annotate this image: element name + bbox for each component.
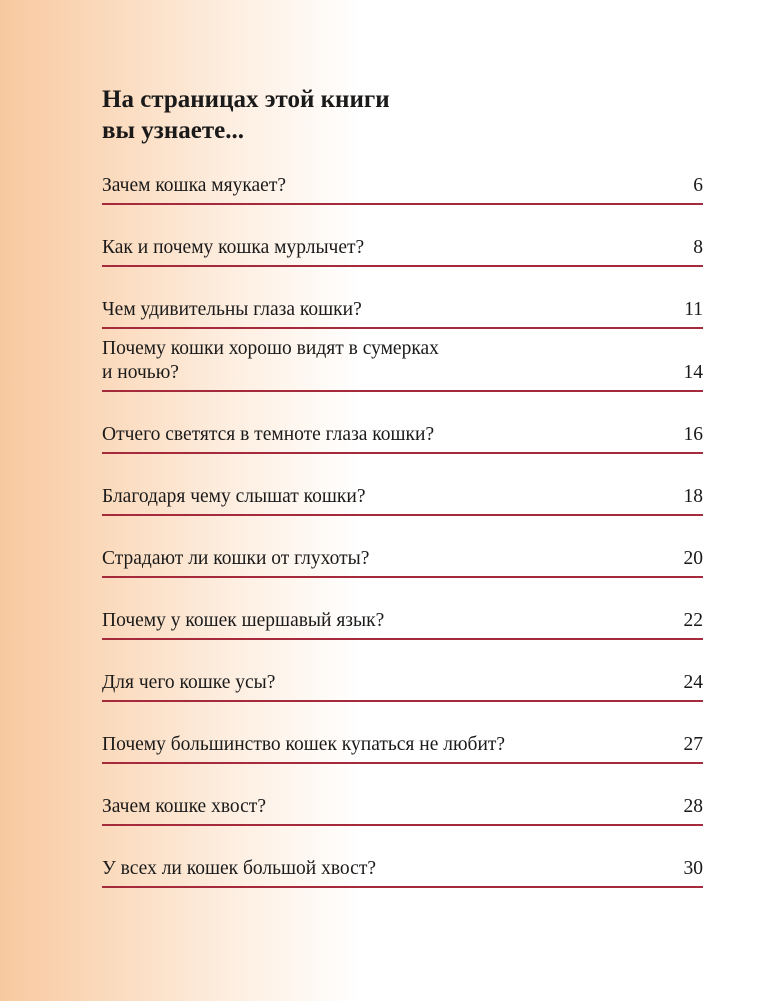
toc-entry[interactable]: [102, 795, 703, 826]
toc-entry[interactable]: [102, 733, 703, 764]
toc-entry[interactable]: [102, 298, 703, 329]
entry-page: 18: [683, 486, 703, 507]
toc-entry[interactable]: [102, 485, 703, 516]
entry-text: Чем удивительны глаза кошки?: [102, 299, 362, 320]
entry-text: Для чего кошке усы?: [102, 672, 276, 693]
entry-page: 11: [684, 299, 703, 320]
toc-entry[interactable]: [102, 236, 703, 267]
entry-page: 20: [683, 548, 703, 569]
entry-page: 22: [683, 610, 703, 631]
title-line-2: вы узнаете...: [102, 117, 244, 144]
toc-entry[interactable]: [102, 671, 703, 702]
toc-entry[interactable]: [102, 174, 703, 205]
toc-entry[interactable]: [102, 857, 703, 888]
page-title: [102, 84, 390, 146]
entry-text: Почему у кошек шершавый язык?: [102, 610, 385, 631]
entry-text: Благодаря чему слышат кошки?: [102, 486, 366, 507]
entry-text: Зачем кошка мяукает?: [102, 175, 287, 196]
entry-page: 24: [683, 672, 703, 693]
entry-text: Отчего светятся в темноте глаза кошки?: [102, 424, 435, 445]
entry-text: Зачем кошке хвост?: [102, 796, 266, 817]
entry-page: 14: [683, 362, 703, 383]
entry-text: Страдают ли кошки от глухоты?: [102, 548, 370, 569]
entry-text: Почему большинство кошек купаться не любит?: [102, 734, 506, 755]
entry-page: 28: [683, 796, 703, 817]
entry-text: У всех ли кошек большой хвост?: [102, 858, 376, 879]
entry-page: 30: [683, 858, 703, 879]
entry-text-line-2: и ночью?: [102, 362, 179, 383]
entry-page: 8: [693, 237, 703, 258]
toc-entry[interactable]: [102, 337, 703, 392]
toc-entry[interactable]: [102, 547, 703, 578]
toc-entry[interactable]: [102, 423, 703, 454]
toc-entry[interactable]: [102, 609, 703, 640]
entry-page: 16: [683, 424, 703, 445]
entry-text: Как и почему кошка мурлычет?: [102, 237, 365, 258]
entry-page: 6: [693, 175, 703, 196]
title-line-1: На страницах этой книги: [102, 86, 390, 113]
entry-text-line-1: Почему кошки хорошо видят в сумерках: [102, 338, 439, 359]
entry-text: [102, 337, 439, 385]
entry-page: 27: [683, 734, 703, 755]
